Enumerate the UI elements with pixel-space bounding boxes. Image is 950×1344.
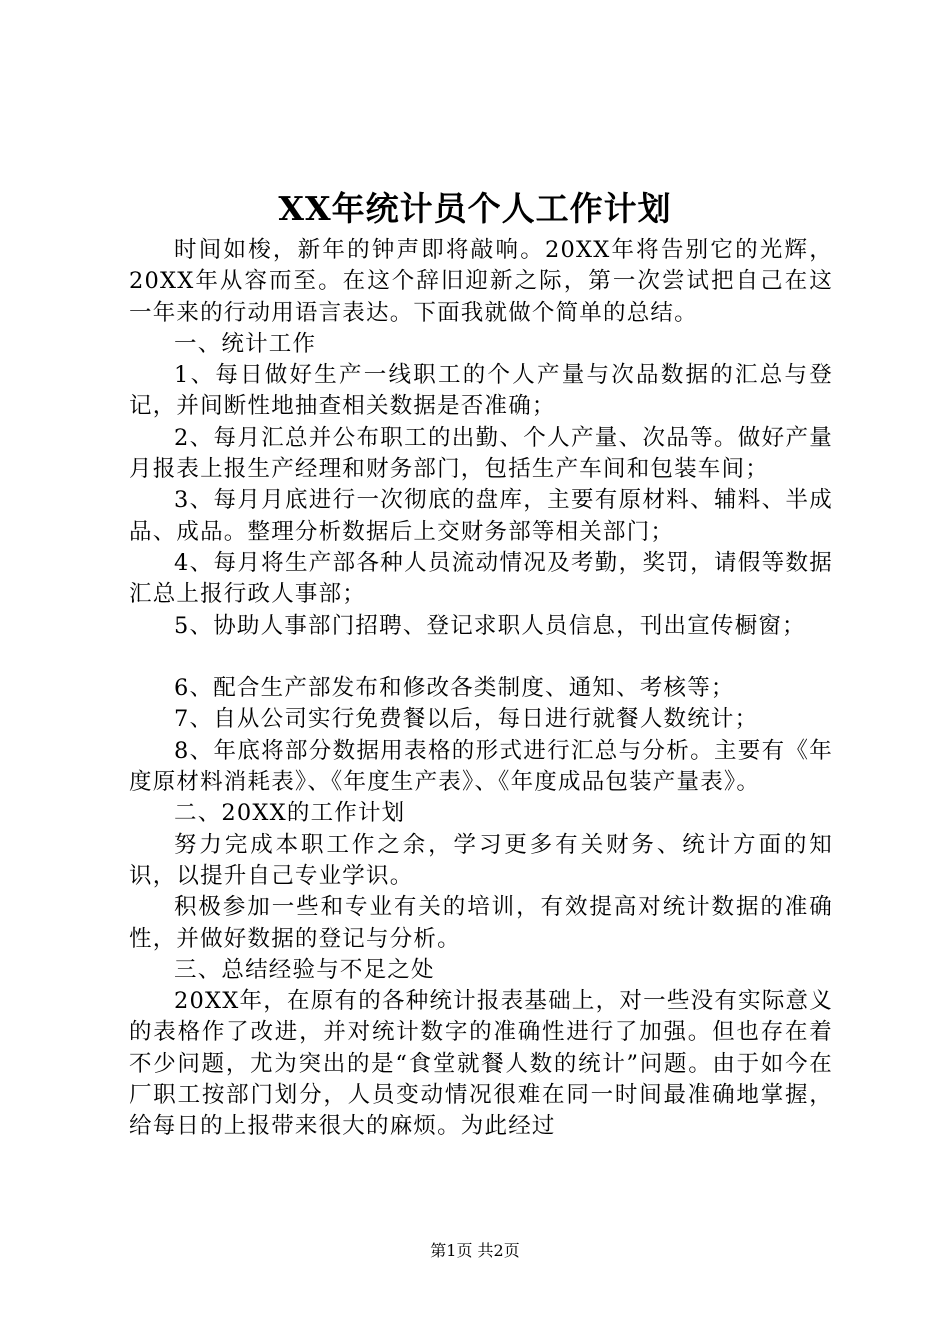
document-body	[129, 235, 833, 1143]
paragraph-summary: 20XX年，在原有的各种统计报表基础上，对一些没有实际意义的表格作了改进，并对统计数字的准确性进行了加强。但也存在着不少问题，尤为突出的是“食堂就餐人数的统计”问题。由于如今在厂职工按部门划分，人员变动情况很难在同一时间最准确地掌握，给每日的上报带来很大的麻烦。为此经过	[129, 988, 833, 1140]
list-item-2: 2、每月汇总并公布职工的出勤、个人产量、次品等。做好产量月报表上报生产经理和财务部门，包括生产车间和包装车间；	[129, 424, 833, 483]
list-item-7: 7、自从公司实行免费餐以后，每日进行就餐人数统计；	[174, 706, 759, 733]
section-heading-statistics: 一、统计工作	[174, 330, 317, 357]
list-item-4: 4、每月将生产部各种人员流动情况及考勤，奖罚，请假等数据汇总上报行政人事部；	[129, 549, 833, 608]
list-item-1: 1、每日做好生产一线职工的个人产量与次品数据的汇总与登记，并间断性地抽查相关数据是否准确；	[129, 362, 833, 420]
blank-line	[129, 642, 833, 673]
section-heading-plan: 二、20XX的工作计划	[174, 800, 406, 827]
list-item-3: 3、每月月底进行一次彻底的盘库，主要有原材料、辅料、半成品、成品。整理分析数据后上交财务部等相关部门；	[129, 487, 833, 545]
paragraph-plan-1: 努力完成本职工作之余，学习更多有关财务、统计方面的知识，以提升自己专业学识。	[129, 831, 833, 889]
paragraph-intro: 时间如梭，新年的钟声即将敲响。20XX年将告别它的光辉，20XX年从容而至。在这个辞旧迎新之际，第一次尝试把自己在这一年来的行动用语言表达。下面我就做个简单的总结。	[129, 237, 833, 326]
list-item-5: 5、协助人事部门招聘、登记求职人员信息，刊出宣传橱窗；	[174, 612, 806, 639]
list-item-8: 8、年底将部分数据用表格的形式进行汇总与分析。主要有《年度原材料消耗表》、《年度生产表》、《年度成品包装产量表》。	[129, 737, 833, 796]
document-title: XX年统计员个人工作计划	[278, 189, 672, 228]
list-item-6: 6、配合生产部发布和修改各类制度、通知、考核等；	[174, 675, 735, 702]
paragraph-plan-2: 积极参加一些和专业有关的培训，有效提高对统计数据的准确性，并做好数据的登记与分析。	[129, 894, 833, 952]
page-number-footer: 第1页 共2页	[430, 1241, 520, 1260]
section-heading-summary: 三、总结经验与不足之处	[174, 956, 435, 983]
